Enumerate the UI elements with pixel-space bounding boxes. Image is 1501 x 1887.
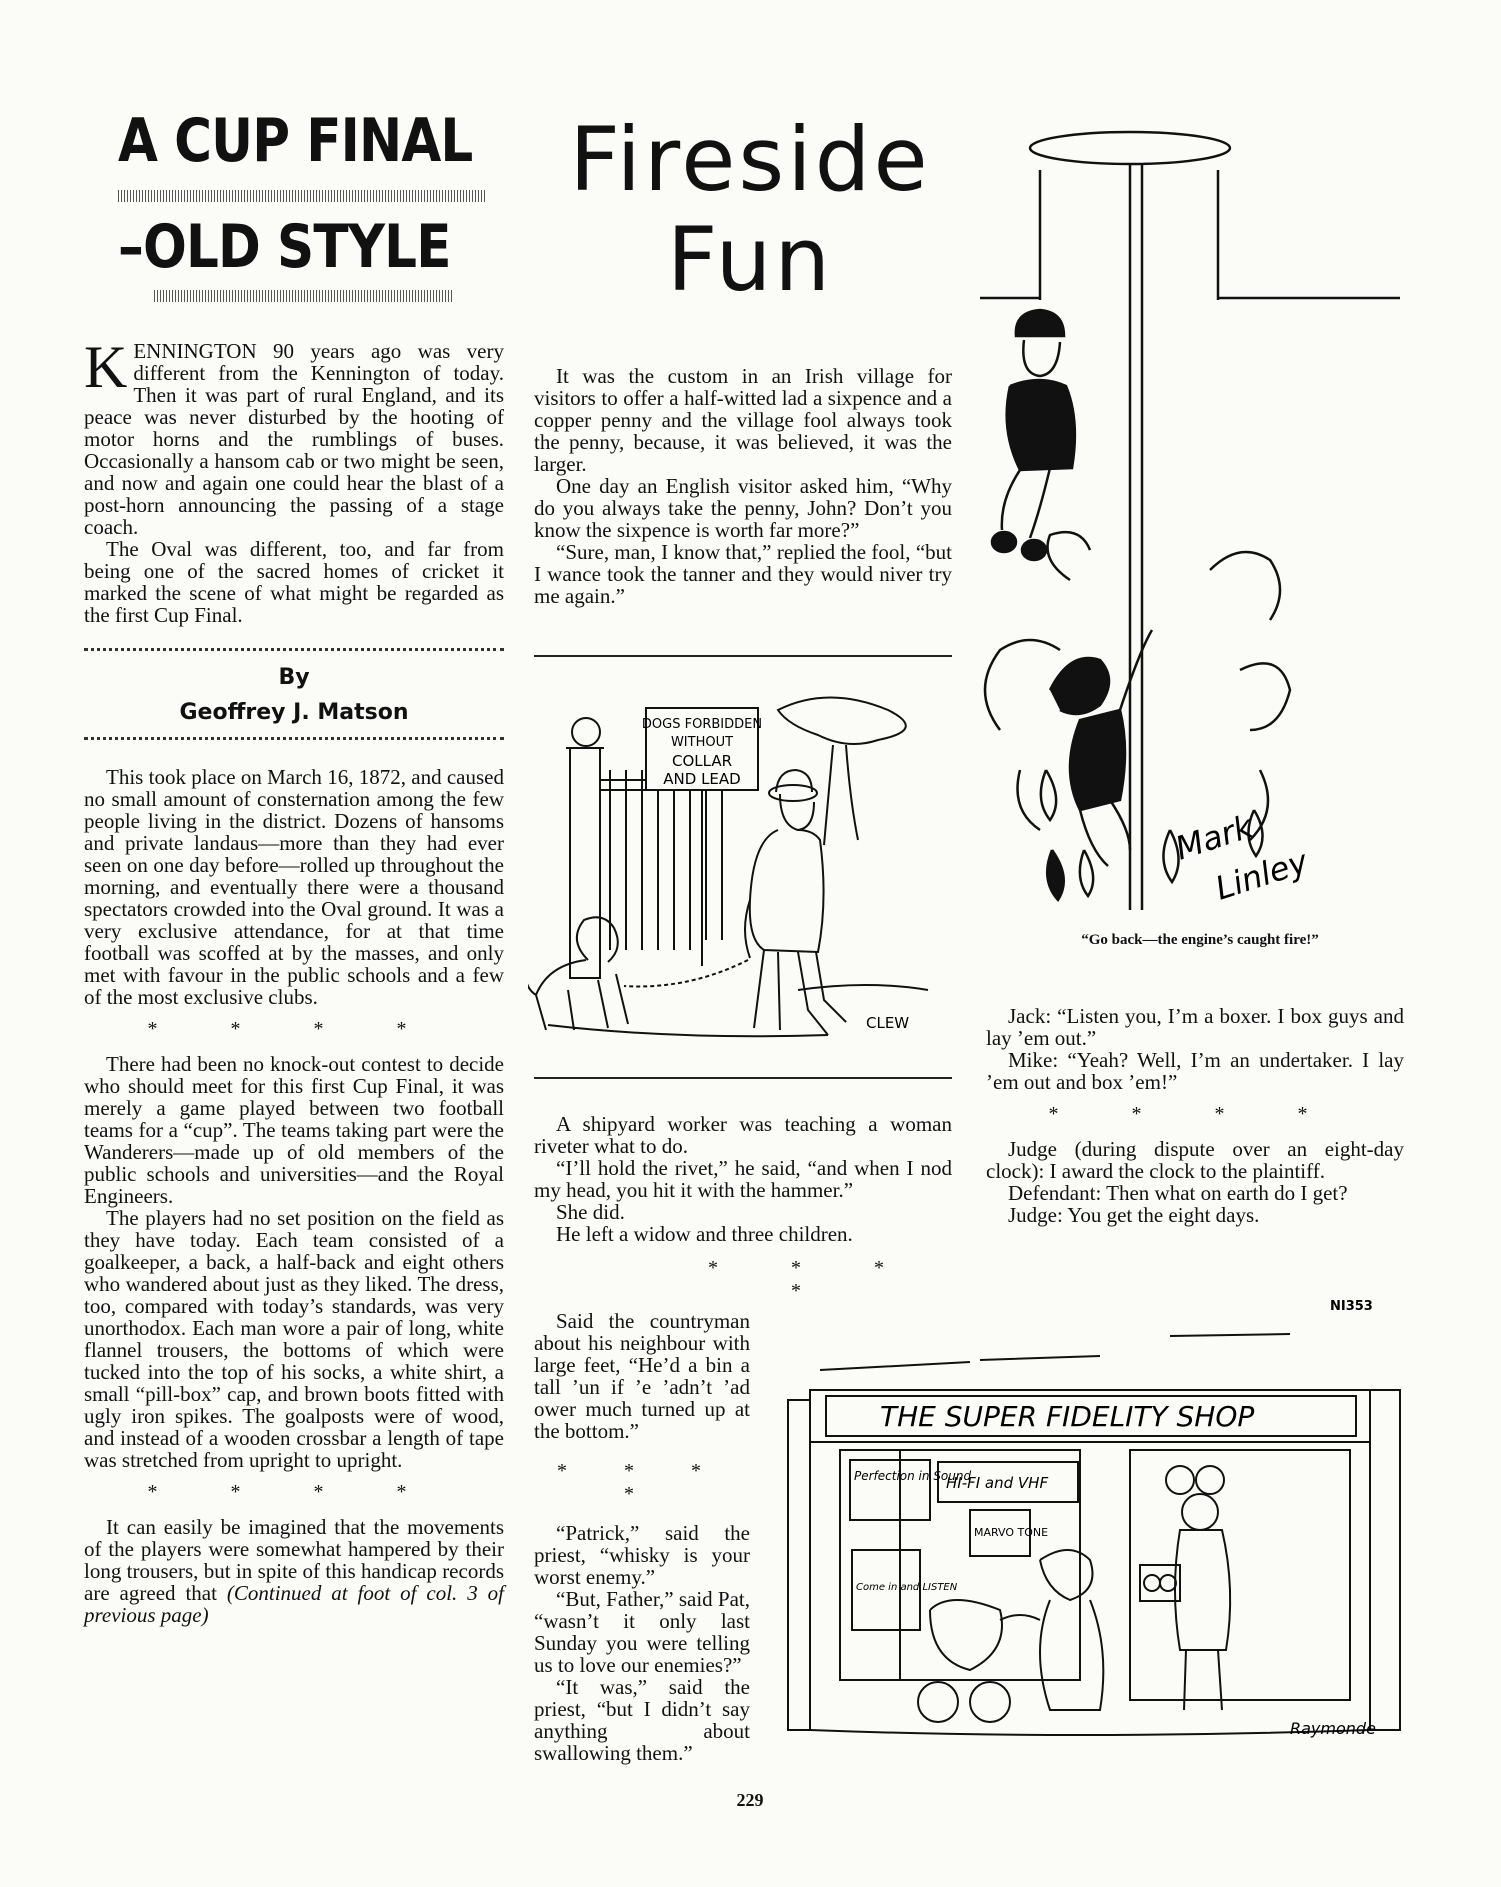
joke-paragraph: Said the countryman about his neighbour with large feet, “He’d a bin a tall ’un if ’e ’adn’t ’ad ower much turned up at the bottom.” bbox=[534, 1309, 750, 1443]
shop-window-text: Perfection in Sound bbox=[854, 1469, 972, 1483]
body-section-a bbox=[84, 766, 504, 1008]
joke-paragraph: Jack: “Listen you, I’m a boxer. I box guys and lay ’em out.” bbox=[986, 1004, 1404, 1050]
body-paragraph: It can easily be imagined that the movements of the players were somewhat hampered by their long trousers, but in spite of this handicap records are agreed that (Continued at foot of col. 3 of previous page) bbox=[84, 1515, 504, 1627]
byline-author: Geoffrey J. Matson bbox=[179, 700, 409, 725]
sign-line: COLLAR bbox=[671, 752, 733, 770]
joke-paragraph: One day an English visitor asked him, “Why do you always take the penny, John? Don’t you know the sixpence is worth far more?” bbox=[534, 474, 952, 542]
shop-window-text: HI-FI and VHF bbox=[946, 1474, 1049, 1492]
joke-paragraph: It was the custom in an Irish village for visitors to offer a half-witted lad a sixpence and a copper penny and the village fool always took the penny, because, it was believed, it was the larger. bbox=[534, 364, 952, 476]
section-stars: * * * * bbox=[147, 1481, 441, 1503]
sign-line: DOGS FORBIDDEN bbox=[641, 717, 763, 732]
shop-code: NI353 bbox=[1330, 1299, 1373, 1314]
byline-divider-bottom bbox=[84, 737, 504, 740]
cartoon-divider bbox=[534, 1077, 952, 1079]
cartoon-dog-walker bbox=[528, 690, 952, 1070]
byline-by: By bbox=[278, 665, 310, 690]
cartoon-signature-clew: CLEW bbox=[866, 1014, 910, 1032]
headline-line-1: A CUP FINAL bbox=[118, 106, 473, 176]
section-stars: * * * * bbox=[708, 1257, 918, 1302]
joke-paragraph: Judge: You get the eight days. bbox=[1008, 1203, 1260, 1227]
joke-irish-village bbox=[534, 365, 952, 607]
shop-window-text: Come in and LISTEN bbox=[856, 1582, 958, 1593]
body-section-b bbox=[84, 1053, 504, 1471]
joke-shipyard bbox=[534, 1113, 952, 1315]
intro-text bbox=[84, 334, 504, 627]
joke-divider bbox=[534, 655, 952, 657]
cartoon-signature-mark: Mark bbox=[1170, 807, 1258, 868]
cartoon-hifi-shop-drawing bbox=[770, 1290, 1410, 1745]
cartoon-fireman bbox=[980, 130, 1400, 930]
headline-hatch-2 bbox=[154, 290, 454, 302]
sign-line: AND LEAD bbox=[663, 770, 741, 788]
intro-paragraph-2: The Oval was different, too, and far from being one of the sacred homes of cricket it marked the scene of what might be regarded as the first Cup Final. bbox=[84, 537, 504, 627]
section-stars: * * * * bbox=[1048, 1103, 1342, 1125]
joke-paragraph: Defendant: Then what on earth do I get? bbox=[1008, 1181, 1348, 1205]
drop-cap: K bbox=[84, 334, 128, 400]
joke-paragraph: She did. bbox=[556, 1200, 625, 1224]
joke-boxer bbox=[986, 1005, 1404, 1226]
fireman-caption: “Go back—the engine’s caught fire!” bbox=[1081, 932, 1319, 948]
joke-paragraph: “But, Father,” said Pat, “wasn’t it only last Sunday you were telling us to love our enemies?” bbox=[534, 1587, 750, 1677]
cartoon-fireman-drawing bbox=[980, 130, 1400, 930]
body-section-c bbox=[84, 1516, 504, 1626]
section-stars: * * * * bbox=[557, 1460, 727, 1505]
body-paragraph: The players had no set position on the field as they have today. Each team consisted of a goalkeeper, a back, a half-back and eight others who wandered about just as they liked. The dress, too, compared with today’s standards, was very unorthodox. Each man wore a pair of long, white flannel trousers, the bottoms of which were tucked into the top of his socks, a white shirt, a small “pill-box” cap, and brown boots fitted with ugly iron spikes. The goalposts were of wood, and instead of a wooden crossbar a length of tape was stretched from upright to upright. bbox=[84, 1206, 504, 1472]
joke-paragraph: Judge (during dispute over an eight-day clock): I award the clock to the plaintiff. bbox=[986, 1137, 1404, 1183]
intro-paragraph-1: ENNINGTON 90 years ago was very different from the Kennington of today. Then it was part of rural England, and its peace was never disturbed by the hooting of motor horns and the rumblings of buses. Occasionally a hansom cab or two might be seen, and now and again one could hear the blast of a post-horn announcing the passing of a stage coach. bbox=[84, 339, 504, 539]
joke-paragraph: “It was,” said the priest, “but I didn’t say anything about swallowing them.” bbox=[534, 1675, 750, 1765]
section-stars: * * * * bbox=[147, 1018, 441, 1040]
joke-countryman bbox=[534, 1310, 750, 1764]
shop-window-text: MARVO TONE bbox=[974, 1526, 1049, 1539]
page-number: 229 bbox=[736, 1790, 764, 1810]
headline-hatch-1 bbox=[118, 190, 486, 202]
joke-paragraph: “Sure, man, I know that,” replied the fool, “but I wance took the tanner and they would niver try me again.” bbox=[534, 540, 952, 608]
cartoon-hifi-shop bbox=[770, 1290, 1410, 1745]
joke-paragraph: A shipyard worker was teaching a woman riveter what to do. bbox=[534, 1112, 952, 1158]
cartoon-dog-walker-drawing bbox=[528, 690, 952, 1070]
shop-cartoon-signature: Raymonde bbox=[1290, 1719, 1376, 1738]
sign-line: WITHOUT bbox=[670, 735, 734, 750]
joke-paragraph: Mike: “Yeah? Well, I’m an undertaker. I lay ’em out and box ’em!” bbox=[986, 1048, 1404, 1094]
shop-sign-text: THE SUPER FIDELITY SHOP bbox=[880, 1400, 1255, 1433]
byline-divider-top bbox=[84, 648, 504, 651]
joke-paragraph: He left a widow and three children. bbox=[556, 1222, 853, 1246]
body-paragraph: This took place on March 16, 1872, and caused no small amount of consternation among the few people living in the district. Dozens of hansoms and private landaus—more than they had ever seen on one day before—rolled up throughout the morning, and eventually there were a thousand spectators crowded into the Oval ground. It was a very exclusive attendance, for at that time football was scoffed at by the masses, and only met with favour in the public schools and a few of the most exclusive clubs. bbox=[84, 765, 504, 1009]
joke-paragraph: “I’ll hold the rivet,” he said, “and when I nod my head, you hit it with the hammer.” bbox=[534, 1156, 952, 1202]
headline-line-2: –OLD STYLE bbox=[118, 212, 451, 282]
fireside-title-1: Fireside bbox=[569, 108, 931, 211]
fireside-title-2: Fun bbox=[666, 208, 834, 311]
joke-paragraph: “Patrick,” said the priest, “whisky is your worst enemy.” bbox=[534, 1521, 750, 1589]
cartoon-signature-linley: Linley bbox=[1210, 842, 1313, 908]
body-paragraph: There had been no knock-out contest to decide who should meet for this first Cup Final, it was merely a game played between two football teams for a “cup”. The teams taking part were the Wanderers—made up of old members of the public schools and universities—and the Royal Engineers. bbox=[84, 1052, 504, 1208]
continued-note: (Continued at foot of col. 3 of previous page) bbox=[84, 1581, 504, 1627]
article-cup-final bbox=[84, 106, 504, 1627]
